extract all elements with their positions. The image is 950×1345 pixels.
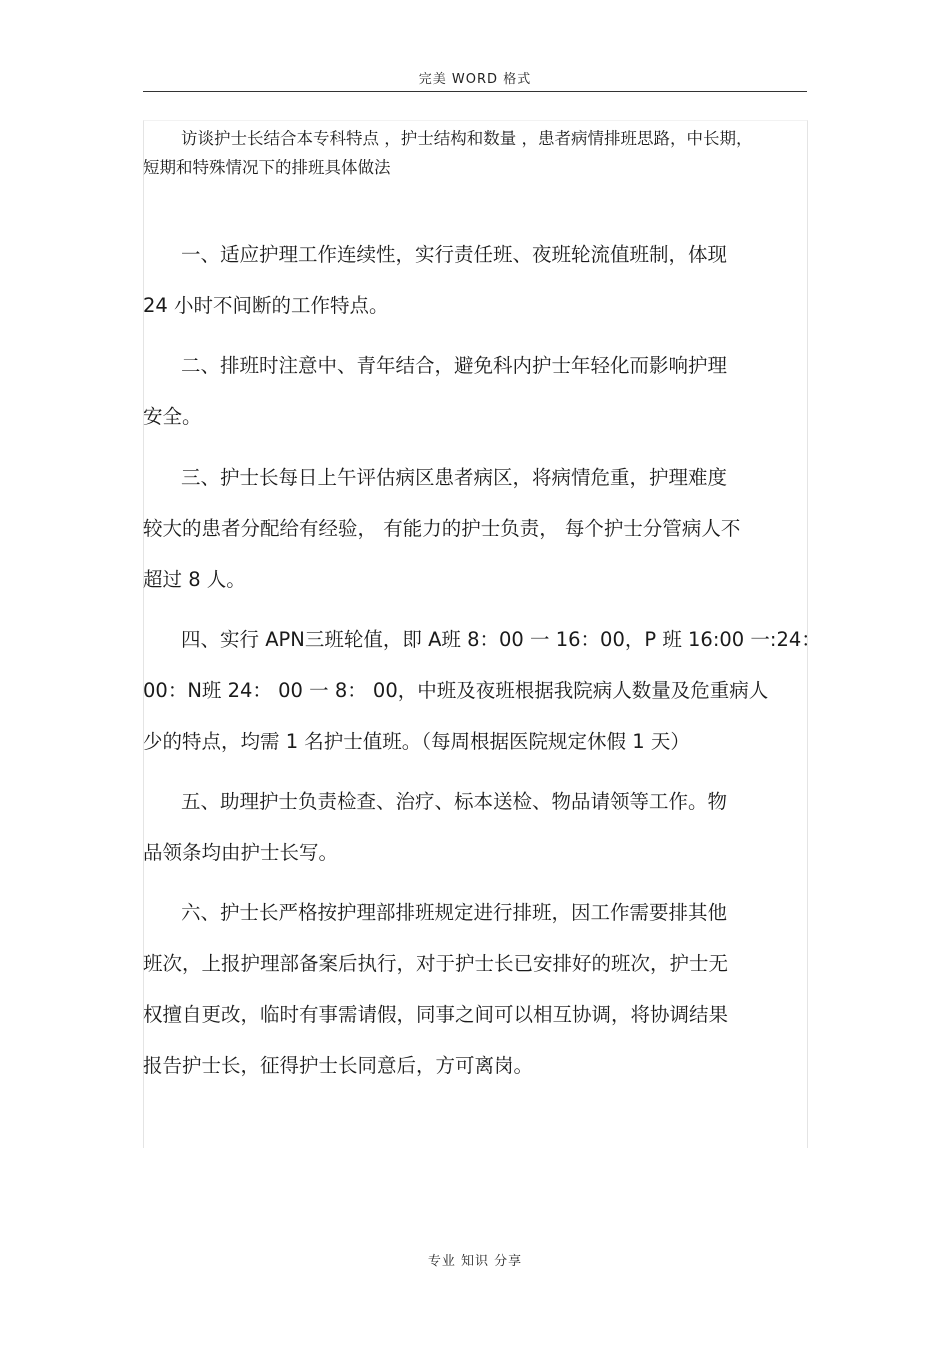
paragraph-line: 一、适应护理工作连续性，实行责任班、夜班轮流值班制，体现	[181, 243, 728, 266]
paragraph-6	[143, 898, 808, 1102]
paragraph-line: 权擅自更改，临时有事需请假，同事之间可以相互协调，将协调结果	[143, 1003, 729, 1026]
paragraph-3	[143, 463, 808, 616]
header-divider	[143, 91, 807, 92]
paragraph-line: 班次，上报护理部备案后执行，对于护士长已安排好的班次，护士无	[143, 952, 729, 975]
paragraph-line: 四、实行 APN三班轮值，即 A班 8：00 一 16：00，P 班 16:00 一:24：	[181, 628, 821, 651]
page-footer: 专业 知识 分享	[427, 1254, 523, 1269]
paragraph-line: 三、护士长每日上午评估病区患者病区，将病情危重，护理难度	[181, 466, 728, 489]
paragraph-line: 六、护士长严格按护理部排班规定进行排班，因工作需要排其他	[181, 901, 728, 924]
paragraph-line: 二、排班时注意中、青年结合，避免科内护士年轻化而影响护理	[181, 354, 728, 377]
paragraph-1	[143, 240, 808, 342]
paragraph-line: 少的特点，均需 1 名护士值班。（每周根据医院规定休假 1 天）	[143, 730, 690, 753]
intro-line: 访谈护士长结合本专科特点 ，护士结构和数量 ，患者病情排班思路，中长期，	[181, 129, 753, 148]
paragraph-line: 品领条均由护士长写。	[143, 841, 339, 864]
paragraph-2	[143, 351, 808, 453]
paragraph-line: 24 小时不间断的工作特点。	[143, 294, 389, 317]
paragraph-line: 00：N班 24： 00 一 8： 00，中班及夜班根据我院病人数量及危重病人	[143, 679, 769, 702]
paragraph-line: 超过 8 人。	[143, 568, 246, 591]
paragraph-4	[143, 625, 821, 778]
page-header: 完美 WORD 格式	[418, 72, 532, 87]
paragraph-line: 报告护士长，征得护士长同意后，方可离岗。	[143, 1054, 534, 1077]
paragraph-line: 较大的患者分配给有经验， 有能力的护士负责， 每个护士分管病人不	[143, 517, 741, 540]
paragraph-5	[143, 787, 808, 889]
intro-line: 短期和特殊情况下的排班具体做法	[143, 158, 391, 177]
intro-paragraph	[143, 124, 803, 182]
paragraph-line: 五、助理护士负责检查、治疗、标本送检、物品请领等工作。物	[181, 790, 728, 813]
paragraph-line: 安全。	[143, 405, 202, 428]
